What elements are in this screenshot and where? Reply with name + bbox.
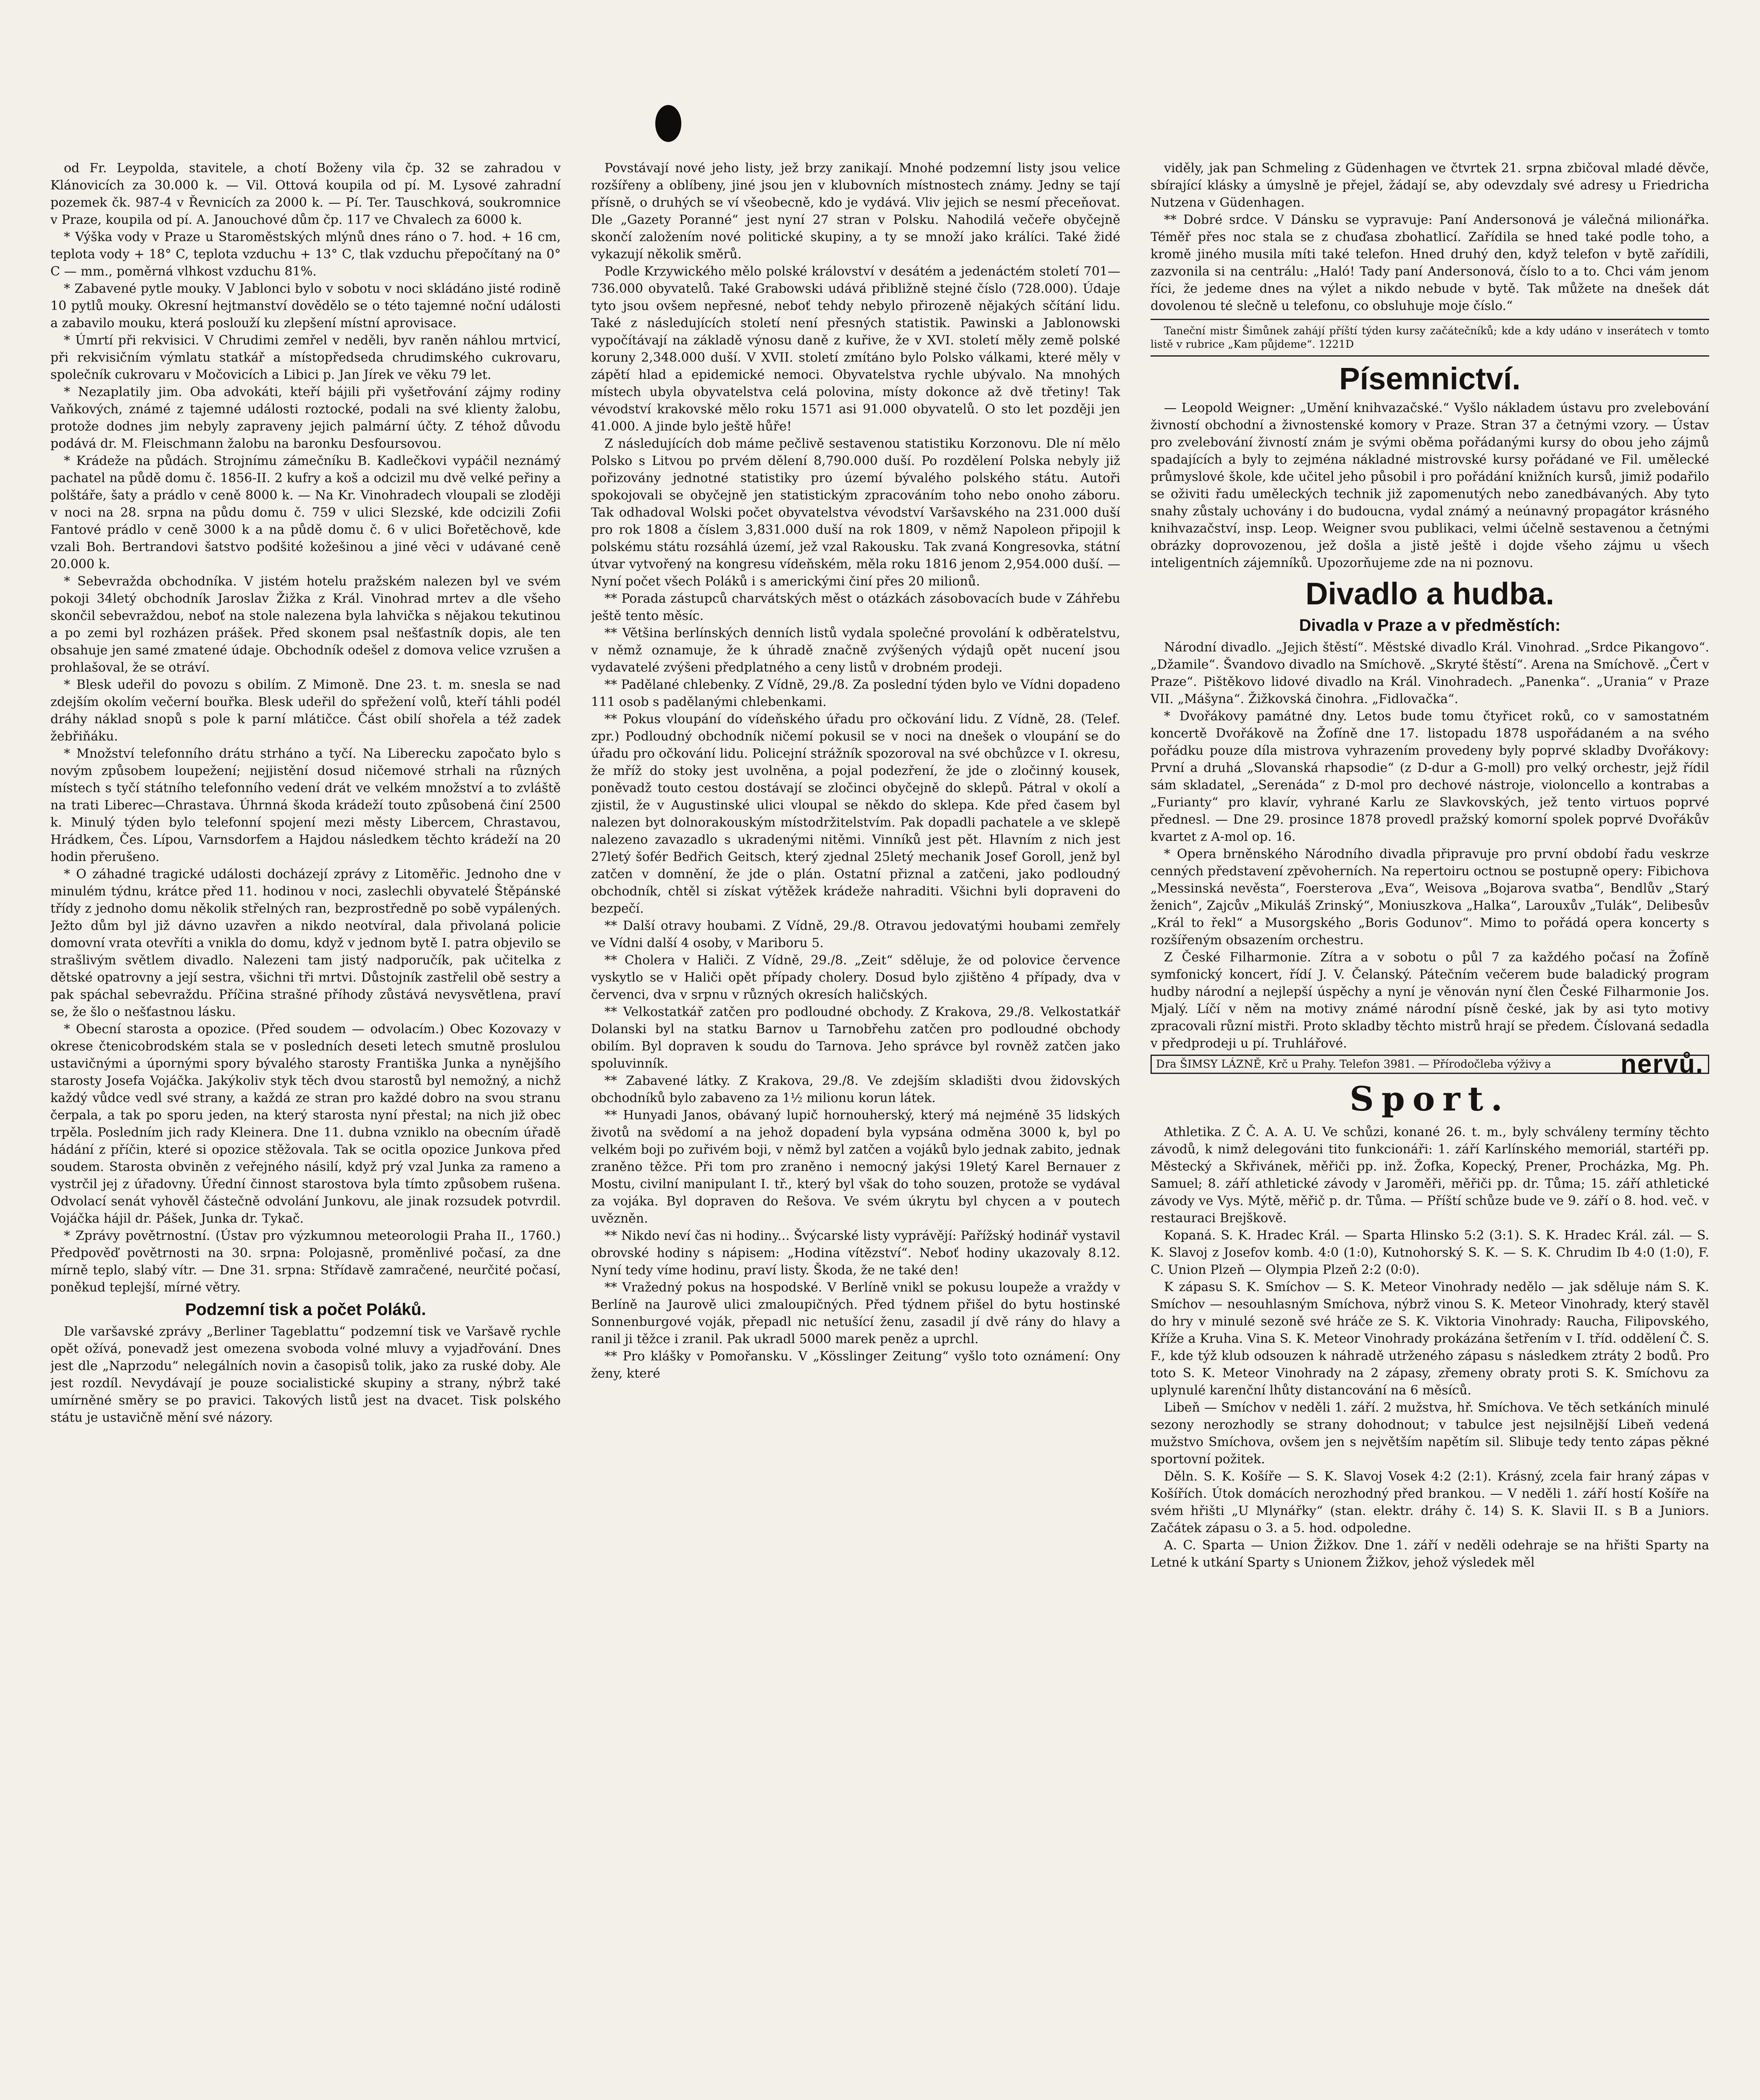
- article: ** Vražedný pokus na hospodské. V Berlíně vnikl se pokusu loupeže a vraždy v Berlíně na Jaurově ulici zmaloupičných. Před týdnem přišel do bytu hostinské Sonnenburgové voják, přepadl nic netušící ženu, zasadil jí dvě rány do hlavy a ranil ji těžce i zranil. Pak ukradl 5000 marek peněz a uprchl.: [591, 1280, 1120, 1347]
- article: ** Hunyadi Janos, obávaný lupič hornouherský, který má nejméně 35 lidských životů na svědomí a na jehož dopadení byla vypsána odměna 3000 k, byl po velkém boji po zuřivém boji, v němž byl zatčen a vojáků bylo jednak zabito, jednak zraněno těžce. Při tom pro zraněno i nemocný jakýsi 19letý Karel Bernauer z Mostu, civilní manipulant I. tř., který byl však do toho souzen, protože se vydával za vojáka. Byl dopraven do Rešova. Ve svém úkrytu byl chycen a v poutech uvězněn.: [591, 1108, 1120, 1226]
- article: * Opera brněnského Národního divadla připravuje pro první období řadu veskrze cenných představení zpěvoherních. Na repertoiru octnou se postupně opery: Fibichova „Messinská nevěsta“, Foersterova „Eva“, Weisova „Bojarova svatba“, Bendlův „Starý ženich“, Zajcův „Mikuláš Zrinský“, Moniuszkova „Halka“, Larouxův „Tulák“, Delibesův „Král to řekl“ a Musorgského „Boris Godunov“. Mimo to pořádá opera koncerty s rozšířeným obsazením orchestru.: [1151, 847, 1709, 948]
- section-heading-sport: Sport.: [1349, 1079, 1510, 1118]
- article: ** Pro klášky v Pomořansku. V „Kösslinger Zeitung“ vyšlo toto oznámení: Ony ženy, které: [591, 1349, 1120, 1381]
- section-heading-theatre: Divadlo a hudba.: [1305, 576, 1555, 611]
- divider: [1151, 319, 1709, 320]
- article: ** Pokus vloupání do vídeňského úřadu pro očkování lidu. Z Vídně, 28. (Telef. zpr.) Podloudný obchodník ničemí pokusil se v noci na dnešek o vloupání se do úřadu pro očkování lidu. Policejní strážník spozoroval na své obchůzce v I. okresu, že mříž do stoky jest uvolněna, a pojal podezření, že jde o zločinný kousek, poněvadž touto cestou dostávají se zločinci obyčejně do sklepů. Pátral v okolí a zjistil, že v Augustinské ulici vloupal se někdo do sklepa. Kde před časem byl nalezen byt dolnorakouským místodržitelstvím. Pak dopadli pachatele a ve sklepě nalezeno zavazadlo s ukradenými nitěmi. Vinníků jest pět. Hlavním z nich jest 27letý šofér Bedřich Geitsch, který zjednal 25letý mechanik Josef Goroll, jenž byl zatčen v domnění, že jde o plán. Ostatní přiznal a zatčeni, jako podloudný obchodník, chtěl si získat výtěžek krádeže nahraditi. Všichni byli dopraveni do bezpečí.: [591, 712, 1120, 916]
- section-heading: Podzemní tisk a počet Poláků.: [185, 1300, 426, 1319]
- article: Z následujících dob máme pečlivě sestavenou statistiku Korzonovu. Dle ní mělo Polsko s Litvou po prvém dělení 8,790.000 duší. Po rozdělení Polska nebyly již pořizovány jednotné statistiky pro území bývalého polského státu. Autoři spokojovali se obyčejně jen statistickým zpracováním toho nebo onoho záboru. Tak odhadoval Wolski počet obyvatelstva vévodství Varšavského na 231.000 duší pro rok 1808 a číslem 3,831.000 duší na rok 1809, v němž Napoleon připojil k polskému státu rozsáhlá území, jež vzal Rakousku. Tak zvaná Kongresovka, státní útvar vytvořený na kongresu vídeňském, měla roku 1816 jenom 2,954.000 duší. — Nyní počet všech Poláků i s americkými činí přes 20 milionů.: [591, 436, 1120, 589]
- article: ** Porada zástupců charvátských měst o otázkách zásobovacích bude v Záhřebu ještě tento měsíc.: [591, 591, 1120, 623]
- column-middle: [591, 160, 1120, 2100]
- article: Dle varšavské zprávy „Berliner Tageblattu“ podzemní tisk ve Varšavě rychle opět ožívá, ponevadž jest omezena svoboda volné mluvy a vyjadřování. Dnes jest dle „Naprzodu“ nelegálních novin a časopisů tolik, jako za ruské doby. Ale jest rozdíl. Nevydávají je pouze socialistické skupiny a strany, nýbrž také umírněné směry se po pravici. Takových listů jest na dvacet. Tisk polského státu je ustavičně mění své názory.: [50, 1324, 561, 1425]
- article: viděly, jak pan Schmeling z Güdenhagen ve čtvrtek 21. srpna zbičoval mladé děvče, sbírající klásky a úmyslně je přejel, žádají se, aby odevzdaly své adresy u Friedricha Nutzena v Güdenhagen.: [1151, 161, 1709, 210]
- column-right: [1151, 160, 1709, 2100]
- article: Kopaná. S. K. Hradec Král. — Sparta Hlinsko 5:2 (3:1). S. K. Hradec Král. zál. — S. K. Slavoj z Josefov komb. 4:0 (1:0), Kutnohorský S. K. — S. K. Chrudim Ib 4:0 (1:0), F. C. Union Plzeň — Olympia Plzeň 2:2 (0:0).: [1151, 1228, 1709, 1277]
- notice: Taneční mistr Šimůnek zahájí příští týden kursy začátečníků; kde a kdy udáno v inserátech v tomto listě v rubrice „Kam půjdeme“. 1221D: [1151, 325, 1709, 350]
- article: * Úmrtí při rekvisici. V Chrudimi zemřel v neděli, byv raněn náhlou mrtvicí, při rekvisičním výmlatu statkář a místopředseda chrudimského cukrovaru, společník cukrovaru v Močovicích a Libici p. Jan Jírek ve věku 79 let.: [50, 333, 561, 382]
- article: * O záhadné tragické události docházejí zprávy z Litoměřic. Jednoho dne v minulém týdnu, krátce před 11. hodinou v noci, zaslechli obyvatelé Štěpánské třídy z jednoho domu několik střelných ran, bezprostředně po sobě vypálených. Ježto dům byl již dávno uzavřen a nikdo neotvíral, dala přivolaná policie domovní vrata otevříti a vnikla do domu, když v jednom bytě I. patra objevilo se strašlivým světlem divadlo. Nalezeni tam jistý nadporučík, pak učitelka z dětské opatrovny a její sestra, všichni tři mrtvi. Důstojník zastřelil obě sestry a pak spáchal sebevraždu. Příčina strašné příhody zůstává nevysvětlena, praví se, že šlo o nešťastnou lásku.: [50, 867, 561, 1019]
- article: ** Další otravy houbami. Z Vídně, 29./8. Otravou jedovatými houbami zemřely ve Vídni další 4 osoby, v Mariboru 5.: [591, 919, 1120, 950]
- column-left: [50, 160, 561, 2100]
- article: * Dvořákovy památné dny. Letos bude tomu čtyřicet roků, co v samostatném koncertě Dvořákově na Žofíně dne 17. listopadu 1878 uspořádaném a na svého pořádku pouze díla mistrova vyhrazením provedeny byly poprvé skladby Dvořákovy: První a druhá „Slovanská rhapsodie“ (z D-dur a G-moll) pro velký orchestr, jejž řídil sám skladatel, „Serenáda“ z D-mol pro dechové nástroje, violoncello a kontrabas a „Furianty“ pro klavír, vyhrané Karlu ze Slavkovských, jež tento virtuos poprvé přednesl. — Dne 29. prosince 1878 provedl pražský komorní spolek poprvé Dvořákův kvartet z A-mol op. 16.: [1151, 709, 1709, 844]
- article: * Obecní starosta a opozice. (Před soudem — odvolacím.) Obec Kozovazy v okrese čtenicobrodském stala se v posledních deseti letech smutně proslulou ustavičnými a úpornými spory bývalého starosty Františka Junka a nynějšího starosty Josefa Vojáčka. Jakýkoliv styk těch dvou starostů byl nemožný, a nichž každý vůdce vedl své strany, a každá ze stran pro každé dobro na svou stranu čerpala, a tak po sporu jeden, na který starosta nyní přestal; na nich již obec trpěla. Posledním jich rady Kleinera. Dne 11. dubna vzniklo na obecním úřadě hádání z příčin, které si opozice stěžovala. Tak se ocitla opozice Junkova před soudem. Starosta obviněn z veřejného násilí, když prý vzal Junka za rameno a vystrčil jej z úřadovny. Úřední činnost starostova byla tímto způsobem rušena. Odvolací senát vyhověl částečně odvolání Junkovu, ale jinak rozsudek potvrdil. Vojáčka hájil dr. Pášek, Junka dr. Tykač.: [50, 1022, 561, 1226]
- ad-headline: nervů.: [1620, 1050, 1704, 1079]
- article: Děln. S. K. Košíře — S. K. Slavoj Vosek 4:2 (2:1). Krásný, zcela fair hraný zápas v Košířích. Útok domácích nerozhodný před brankou. — V neděli 1. září hostí Košíře na svém hřišti „U Mlynářky“ (stan. elektr. dráhy č. 14) S. K. Slavii II. s B a Juniors. Začátek zápasu o 3. a 5. hod. odpoledne.: [1151, 1469, 1709, 1536]
- article: Povstávají nové jeho listy, jež brzy zanikají. Mnohé podzemní listy jsou velice rozšířeny a oblíbeny, jiné jsou jen v klubovních místnostech známy. Jedny se tají přísně, o druhých se ví všeobecně, kdo je vydává. Vliv jejich se nesmí přeceňovat. Dle „Gazety Poranné“ jest nyní 27 stran v Polsku. Nahodilá večeře obyčejně skončí založením nové politické skupiny, a ty se množí jako králíci. Také židé vykazují několik směrů.: [591, 161, 1120, 262]
- section-heading-literature: Písemnictví.: [1339, 361, 1521, 396]
- article: * Množství telefonního drátu strháno a tyčí. Na Liberecku započato bylo s novým způsobem loupežení; nejjistění dosud ničemové strhali na různých místech s tyčí státního telefonního vedení drát ve velkém množství a to zvláště na trati Liberec—Chrastava. Úhrnná škoda krádeží touto způsobená činí 2500 k. Minulý týden bylo telefonní spojení mezi městy Libercem, Chrastavou, Hrádkem, Čes. Lípou, Varnsdorfem a Hajdou následkem těchto krádeží na 20 hodin přerušeno.: [50, 746, 561, 864]
- article: ** Zabavené látky. Z Krakova, 29./8. Ve zdejším skladišti dvou židovských obchodníků bylo zabaveno za 1½ milionu korun látek.: [591, 1074, 1120, 1105]
- article: — Leopold Weigner: „Umění knihvazačské.“ Vyšlo nákladem ústavu pro zvelebování živností obchodní a živnostenské komory v Praze. Stran 37 a četnými vzory. — Ústav pro zvelebování živností znám je svými oběma pořádanými kursy do obou jeho zájmů spadajících a byly to zejména nákladné mistrovské kursy pořádané ve Fil. umělecké průmyslové škole, kde učitel jeho působil i pro pořádání knižních kursů, jimiž podařilo se oživiti řadu uměleckých technik již zapomenutých nebo zanedbávaných. Aby tyto snahy zůstaly uchovány i do budoucna, vydal známý a neúnavný propagátor krásného knihvazačství, insp. Leop. Weigner svou publikaci, velmi účelně sestavenou a četnými obrázky doprovozenou, jež došla a jistě ještě i dojde všeho zájmu u všech inteligentních zájemníků. Upozorňujeme zde na ni poznovu.: [1151, 401, 1709, 570]
- article: ** Cholera v Haliči. Z Vídně, 29./8. „Zeit“ sděluje, že od polovice července vyskytlo se v Haliči opět případy cholery. Dosud bylo zjištěno 4 případy, dva v červenci, dva v srpnu v různých okresích haličských.: [591, 953, 1120, 1002]
- divider: [1151, 355, 1709, 357]
- article: * Výška vody v Praze u Staroměstských mlýnů dnes ráno o 7. hod. + 16 cm, teplota vody + 18° C, teplota vzduchu + 13° C, tlak vzduchu přepočítaný na 0° C — mm., poměrná vlhkost vzduchu 81%.: [50, 230, 561, 279]
- article: K zápasu S. K. Smíchov — S. K. Meteor Vinohrady nedělo — jak sděluje nám S. K. Smíchov — nesouhlasným Smíchova, nýbrž vinou S. K. Meteor Vinohrady, který stavěl do hry v minulé sezoně své hráče ze S. K. Viktoria Vinohrady: Raucha, Filipovského, Kříže a Kruha. Vina S. K. Meteor Vinohrady prokázána šetřením v I. tříd. oddělení Č. S. F., kde týž klub odsouzen k náhradě utrženého zápasu s následkem ztráty 2 bodů. Pro toto S. K. Meteor Vinohrady na 2 zápasy, zřemeny obraty proti S. K. Smíchovu za uplynulé karenční lhůty distancování na 6 měsíců.: [1151, 1280, 1709, 1398]
- article: Podle Krzywického mělo polské království v desátém a jedenáctém století 701—736.000 obyvatelů. Také Grabowski udává přibližně stejné číslo (728.000). Údaje tyto jsou ovšem nepřesné, neboť tehdy nebylo přirozeně nějakých sčítání lidu. Také z následujících století není přesných statistik. Pawinski a Jablonowski vypočítávají na základě výnosu daně z kuřive, že v XVI. století měly země polské koruny 2,348.000 duší. V XVII. století zmítáno bylo Polsko válkami, které měly v zápětí hlad a epidemické nemoci. Obyvatelstva rychle ubývalo. Na mnohých místech ubyla obyvatelstva celá polovina, místy dokonce až dvě třetiny! Tak vévodství krakovské mělo roku 1571 asi 91.000 obyvatelů. O sto let později jen 41.000. A jinde bylo ještě hůře!: [591, 264, 1120, 434]
- article: * Zprávy povětrnostní. (Ústav pro výzkumnou meteorologii Praha II., 1760.) Předpověď povětrnosti na 30. srpna: Polojasně, proměnlivé počasí, za dne mírně teplo, slabý vítr. — Dne 31. srpna: Střídavě zamračené, neurčité počasí, poněkud teplejší, mírné větry.: [50, 1228, 561, 1295]
- article: ** Padělané chlebenky. Z Vídně, 29./8. Za poslední týden bylo ve Vídni dopadeno 111 osob s padělanými chlebenkami.: [591, 677, 1120, 709]
- article: * Zabavené pytle mouky. V Jablonci bylo v sobotu v noci skládáno jisté rodině 10 pytlů mouky. Okresní hejtmanství dovědělo se o této tajemné noční události a zabavilo mouku, která poslouží ku zlepšení místní aprovisace.: [50, 281, 561, 331]
- article: ** Většina berlínských denních listů vydala společné provolání k odběratelstvu, v němž oznamuje, že k úhradě značně zvýšených výdajů opět nucení jsou vydavatelé zvýšeni předplatného a ceny listů v drobném prodeji.: [591, 626, 1120, 675]
- article: * Sebevražda obchodníka. V jistém hotelu pražském nalezen byl ve svém pokoji 34letý obchodník Jaroslav Žižka z Král. Vinohrad mrtev a dle všeho skončil sebevraždou, neboť na stole nalezena byla lahvička s nějakou tekutinou a po zemi byl rozházen prášek. Před skonem psal nešťastník dopis, ale ten obsahuje jen samé zmatené údaje. Obchodník odešel z domova velice vzrušen a prohlašoval, že se otráví.: [50, 574, 561, 675]
- article: od Fr. Leypolda, stavitele, a chotí Boženy vila čp. 32 se zahradou v Klánovicích za 30.000 k. — Vil. Ottová koupila od pí. M. Lysové zahradní pozemek čk. 987-4 v Řevnicích za 2000 k. — Pí. Ter. Tauschková, soukromnice v Praze, koupila od pí. A. Janouchové dům čp. 117 ve Chvalech za 6000 k.: [50, 161, 561, 227]
- article: Z České Filharmonie. Zítra a v sobotu o půl 7 za každého počasí na Žofíně symfonický koncert, řídí J. V. Čelanský. Pátečním večerem bude baladický program hudby národní a nejlepší úspěchy a nyní je věnován nyní člen České Filharmonie Jos. Mjalý. Líčí v něm na motivy známé národní písně české, jak by asi tyto motivy zpracovali různí mistři. Proto skladby těchto mistrů hrají se předem. Číslovaná sedadla v předprodeji u pí. Truhlářové.: [1151, 950, 1709, 1051]
- article: ** Dobré srdce. V Dánsku se vypravuje: Paní Andersonová je válečná milionářka. Téměř přes noc stala se z chuďasa zbohatlicí. Zařídila se hned také podle toho, a kromě jiného musila míti také telefon. Hned druhý den, když telefon v bytě zařídili, zazvonila si na centrálu: „Haló! Tady paní Andersonová, číslo to a to. Chci vám jenom říci, že jedeme dnes na výlet a nikdo nebude v bytě. Tak můžete na dnešek dát dovolenou té slečně u telefonu, co obsluhuje moje číslo.“: [1151, 213, 1709, 313]
- article: * Blesk udeřil do povozu s obilím. Z Mimoně. Dne 23. t. m. snesla se nad zdejším okolím večerní bouřka. Blesk udeřil do spřežení volů, kteří táhli podél dráhy náklad snopů s pole k parní mlátičce. Část obilí shořela a též zadek žebřiňáku.: [50, 677, 561, 744]
- ad-text: Dra ŠIMSY LÁZNĚ, Krč u Prahy. Telefon 3981. — Přírodočleba výživy a: [1156, 1058, 1551, 1071]
- section-subheading: Divadla v Praze a v předměstích:: [1299, 616, 1561, 635]
- article: Libeň — Smíchov v neděli 1. září. 2 mužstva, hř. Smíchova. Ve těch setkáních minulé sezony nerozhodly se strany dohodnout; v tabulce jest nejsilnější Libeň vedená mužstvo Smíchova, ovšem jen s největším napětím sil. Slibuje tedy tento zápas pěkné sportovní požitek.: [1151, 1400, 1709, 1467]
- article: Národní divadlo. „Jejich štěstí“. Městské divadlo Král. Vinohrad. „Srdce Pikangovo“. „Džamile“. Švandovo divadlo na Smíchově. „Skryté štěstí“. Arena na Smíchově. „Čert v Praze“. Pištěkovo lidové divadlo na Král. Vinohradech. „Panenka“. „Urania“ v Praze VII. „Mášyna“. Žižkovská činohra. „Fidlovačka“.: [1151, 640, 1709, 706]
- article: ** Velkostatkář zatčen pro podloudné obchody. Z Krakova, 29./8. Velkostatkář Dolanski byl na statku Barnov u Tarnobřehu zatčen pro podloudné obchody obilím. Byl dopraven k soudu do Tarnova. Jeho správce byl rovněž zatčen jako spoluvinník.: [591, 1005, 1120, 1071]
- article: * Nezaplatily jim. Oba advokáti, kteří bájili při vyšetřování zájmy rodiny Vaňkových, známé z tajemné události roztocké, podali na své klienty žalobu, protože dodnes jim nebyly zapraveny jejich palmární účty. Z téhož důvodu podává dr. M. Fleischmann žalobu na baronku Desfoursovou.: [50, 385, 561, 451]
- text-columns: [50, 160, 1710, 2100]
- article: ** Nikdo neví čas ni hodiny... Švýcarské listy vyprávějí: Pařížský hodinář vystavil obrovské hodiny s nápisem: „Hodina vítězství“. Neboť hodiny ukazovaly 8.12. Nyní tedy víme hodinu, praví listy. Škoda, že ne také den!: [591, 1228, 1120, 1278]
- article: A. C. Sparta — Union Žižkov. Dne 1. září v neděli odehraje se na hřišti Sparty na Letné k utkání Sparty s Unionem Žižkov, jehož výsledek měl: [1151, 1538, 1709, 1570]
- article: Athletika. Z Č. A. A. U. Ve schůzi, konané 26. t. m., byly schváleny termíny těchto závodů, k nimž delegováni tito funkcionáři: 1. září Karlínského memoriál, startéři pp. Městecký a Skřivánek, měřiči pp. inž. Žofka, Kopecký, Prener, Procházka, Mg. Ph. Samuel; 8. září athletické závody v Jaroměři, měřiči pp. dr. Tůma; 15. září athletické závody ve Vys. Mýtě, měřič p. dr. Tůma. — Příští schůze bude ve 9. září o 8. hod. več. v restauraci Brejškově.: [1151, 1125, 1709, 1226]
- article: * Krádeže na půdách. Strojnímu zámečníku B. Kadlečkovi vypáčil neznámý pachatel na půdě domu č. 1856-II. 2 kufry a koš a odcizil mu dvě velké peřiny a polštáře, šaty a prádlo v ceně 8000 k. — Na Kr. Vinohradech vloupali se zloději v noci na 28. srpna na půdu domu č. 759 v ulici Slezské, kde odcizili Zofii Fantové prádlo v ceně 3000 k a na půdě domu č. 6 v ulici Bořetěchově, kde vzali Boh. Bertrandovi šatstvo podšité kožešinou a jiné věci v udávané ceně 20.000 k.: [50, 454, 561, 572]
- advertisement: [1151, 1050, 1709, 1079]
- punch-hole: [655, 105, 681, 142]
